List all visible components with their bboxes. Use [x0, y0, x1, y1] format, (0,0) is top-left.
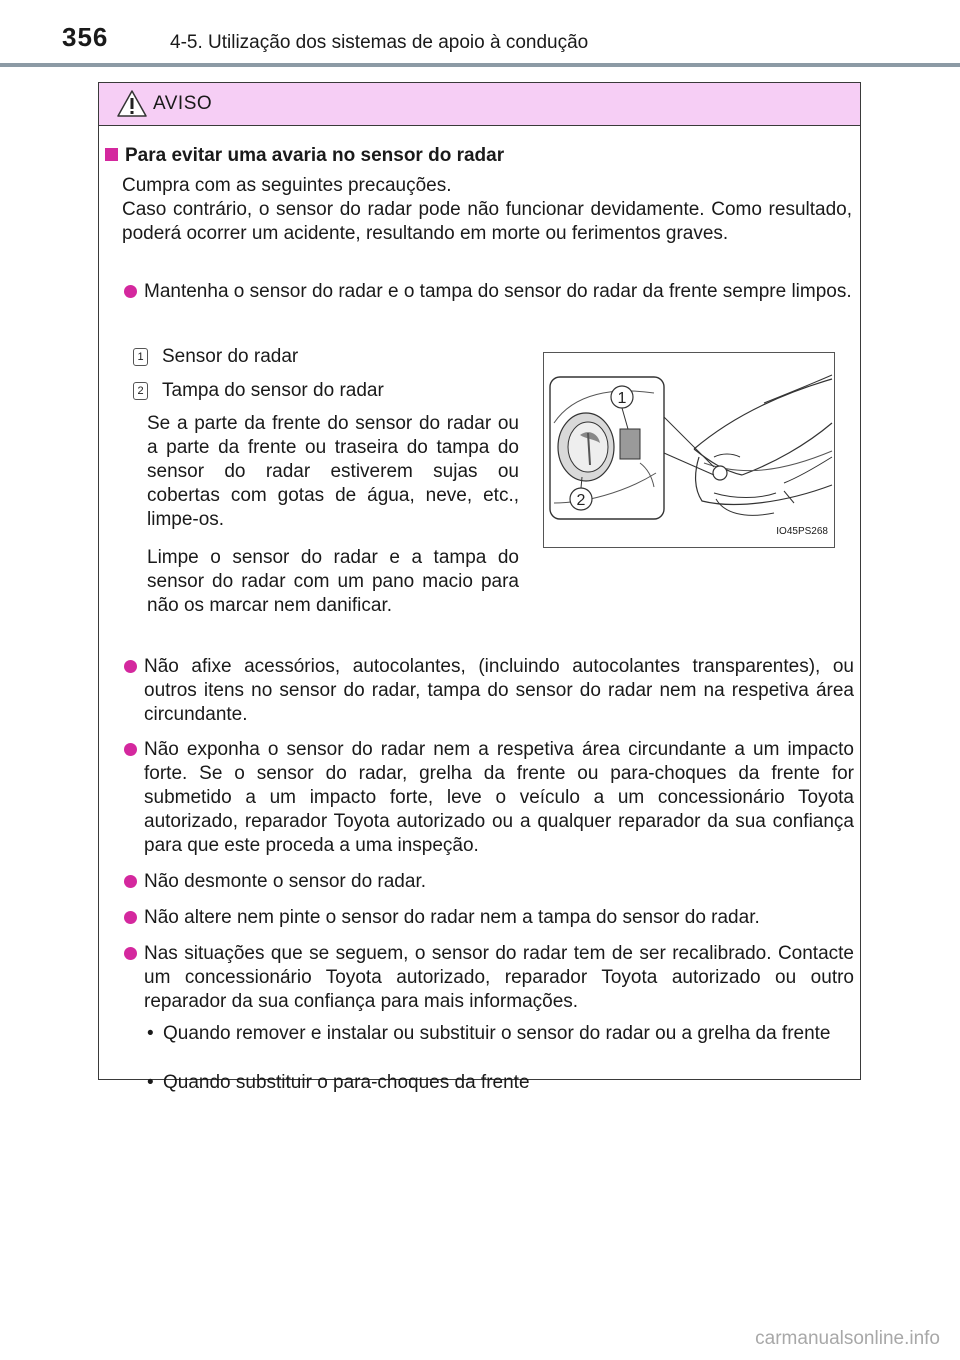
round-bullet-icon — [124, 911, 137, 924]
bullet-text: Não afixe acessórios, autocolantes, (incluindo autocolantes transparentes), ou outros itens no sensor do radar, tampa do sensor do radar nem na respetiva área circundante. — [144, 656, 854, 725]
bullet-text: Nas situações que se seguem, o sensor do radar tem de ser recalibrado. Contacte um concessionário Toyota autorizado, reparador Toyota autorizado ou outro reparador da sua confiança para mais informações. — [144, 943, 854, 1012]
cover-note: Limpe o sensor do radar e a tampa do sensor do radar com um pano macio para não os marcar nem danificar. — [147, 547, 519, 616]
bullet-item — [122, 870, 854, 894]
numbered-item-sensor — [133, 345, 493, 369]
round-bullet-icon — [124, 285, 137, 298]
warning-header — [99, 83, 860, 126]
square-bullet-icon — [105, 148, 118, 161]
intro-line-1: Cumpra com as seguintes precauções. — [122, 175, 452, 196]
car-front-illustration — [544, 353, 834, 547]
figure-caption: IO45PS268 — [776, 526, 828, 537]
warning-subheading — [105, 144, 845, 168]
radar-sensor-figure — [543, 352, 835, 548]
round-bullet-icon — [124, 660, 137, 673]
bullet-item — [122, 738, 854, 858]
header-rule — [0, 63, 960, 67]
recalibration-case — [147, 1071, 847, 1095]
recalibration-case — [147, 1022, 847, 1046]
section-title: 4-5. Utilização dos sistemas de apoio à condução — [170, 32, 589, 53]
number-badge: 2 — [133, 382, 148, 400]
numbered-label: Tampa do sensor do radar — [162, 380, 384, 401]
bullet-item — [122, 280, 854, 304]
numbered-label: Sensor do radar — [162, 346, 299, 367]
warning-title: AVISO — [153, 93, 213, 114]
warning-box — [98, 82, 861, 1093]
number-badge: 1 — [133, 348, 148, 366]
numbered-item-cover — [133, 379, 493, 403]
small-bullet-icon: • — [147, 1072, 154, 1093]
recalibration-text: Quando substituir o para-choques da frente — [163, 1072, 530, 1093]
bullet-text: Não desmonte o sensor do radar. — [144, 871, 427, 892]
page-number: 356 — [62, 22, 109, 52]
cover-note: Se a parte da frente do sensor do radar ou a parte da frente ou traseira do tampa do sensor do radar estiverem sujas ou cobertas com gotas de água, neve, etc., limpe-os. — [147, 413, 519, 530]
subheading-text: Para evitar uma avaria no sensor do radar — [125, 145, 505, 166]
small-bullet-icon: • — [147, 1023, 154, 1044]
bullet-text: Não exponha o sensor do radar nem a respetiva área circundante a um impacto forte. Se o sensor do radar, grelha da frente ou para-choques da frente for submetido a um impacto forte, leve o veículo a um concessionário Toyota autorizado, reparador Toyota autorizado ou a qualquer reparador da sua confiança para que este proceda a uma inspeção. — [144, 739, 854, 856]
bullet-text: Não altere nem pinte o sensor do radar nem a tampa do sensor do radar. — [144, 907, 760, 928]
warning-triangle-icon — [117, 90, 147, 117]
callout-number-1: 1 — [617, 390, 627, 407]
bullet-item — [122, 655, 854, 727]
watermark: carmanualsonline.info — [755, 1328, 940, 1349]
round-bullet-icon — [124, 875, 137, 888]
recalibration-text: Quando remover e instalar ou substituir o sensor do radar ou a grelha da frente — [163, 1023, 831, 1044]
intro-paragraph — [122, 174, 852, 246]
round-bullet-icon — [124, 743, 137, 756]
round-bullet-icon — [124, 947, 137, 960]
bullet-text: Mantenha o sensor do radar e o tampa do sensor do radar da frente sempre limpos. — [144, 281, 852, 302]
intro-line-2: Caso contrário, o sensor do radar pode não funcionar devidamente. Como resultado, poderá ocorrer um acidente, resultando em morte ou ferimentos graves. — [122, 199, 852, 244]
bullet-item — [122, 942, 854, 1014]
bullet-item — [122, 906, 854, 930]
callout-number-2: 2 — [576, 492, 586, 509]
